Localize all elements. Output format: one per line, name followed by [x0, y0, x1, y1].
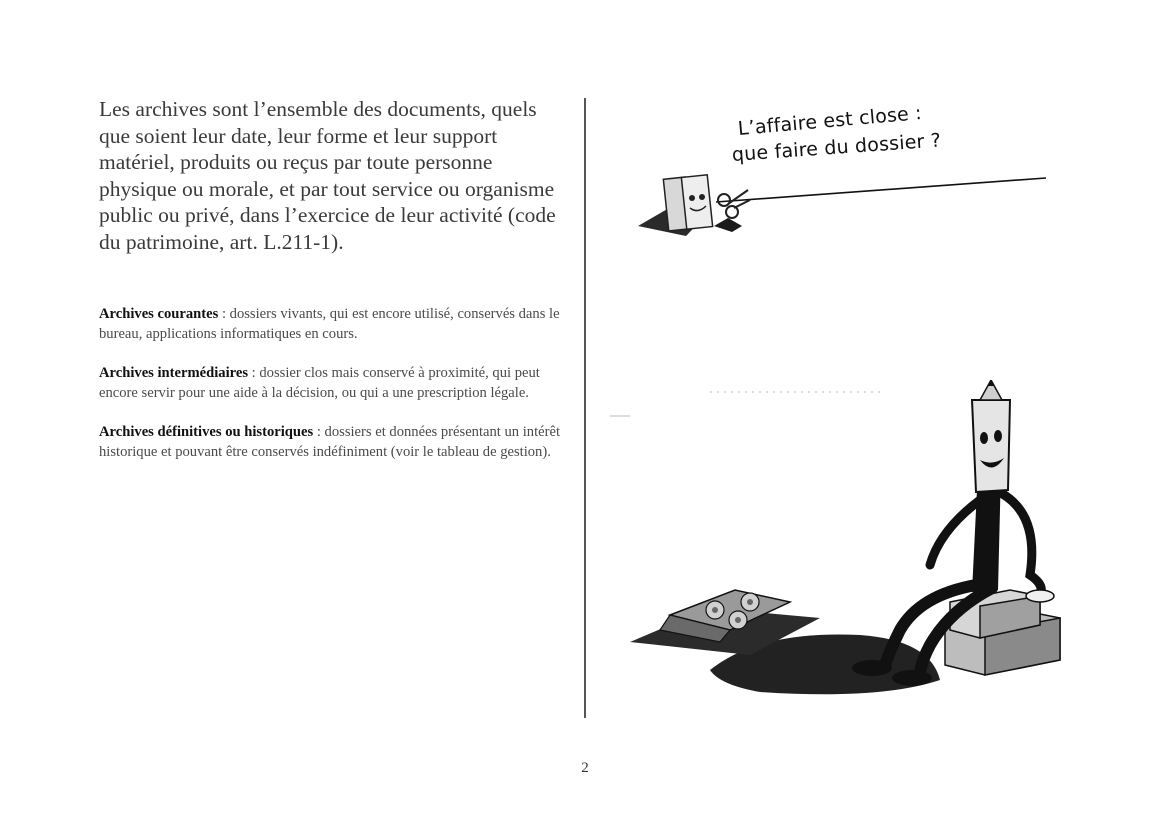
definition-description: : dossiers vivants, qui est encore utilisé, conservés dans le bureau, applications informatiques en cours. — [99, 306, 560, 342]
left-column — [99, 96, 569, 482]
definition-term: Archives intermédiaires — [99, 365, 249, 381]
section-title — [731, 101, 1032, 166]
title-line-1: L’affaire est close : — [737, 101, 923, 140]
definition-term: Archives courantes — [99, 306, 219, 322]
definition-item — [99, 423, 569, 462]
definition-description: : dossiers et données présentant un intérêt historique et pouvant être conservés indéfiniment (voir le tableau de gestion). — [99, 424, 561, 460]
folder-scissors-icon — [636, 160, 1056, 240]
definitions-list — [99, 305, 569, 462]
definition-description: : dossier clos mais conservé à proximité, qui peut encore servir pour une aide à la décision, ou qui a une prescription légale. — [99, 365, 540, 401]
page-number: 2 — [581, 760, 589, 776]
pencil-character-icon — [600, 380, 1080, 710]
column-divider — [584, 98, 586, 718]
intro-paragraph: Les archives sont l’ensemble des documents, quels que soient leur date, leur forme et leur support matériel, produits ou reçus par toute personne physique ou morale, et par tout service ou organisme public ou privé, dans l’exercice de leur activité (code du patrimoine, art. L.211-1). — [99, 97, 556, 254]
definition-item — [99, 305, 569, 344]
definition-item — [99, 364, 569, 403]
title-line-2: que faire du dossier ? — [731, 129, 942, 166]
definition-term: Archives définitives ou historiques — [99, 424, 314, 440]
